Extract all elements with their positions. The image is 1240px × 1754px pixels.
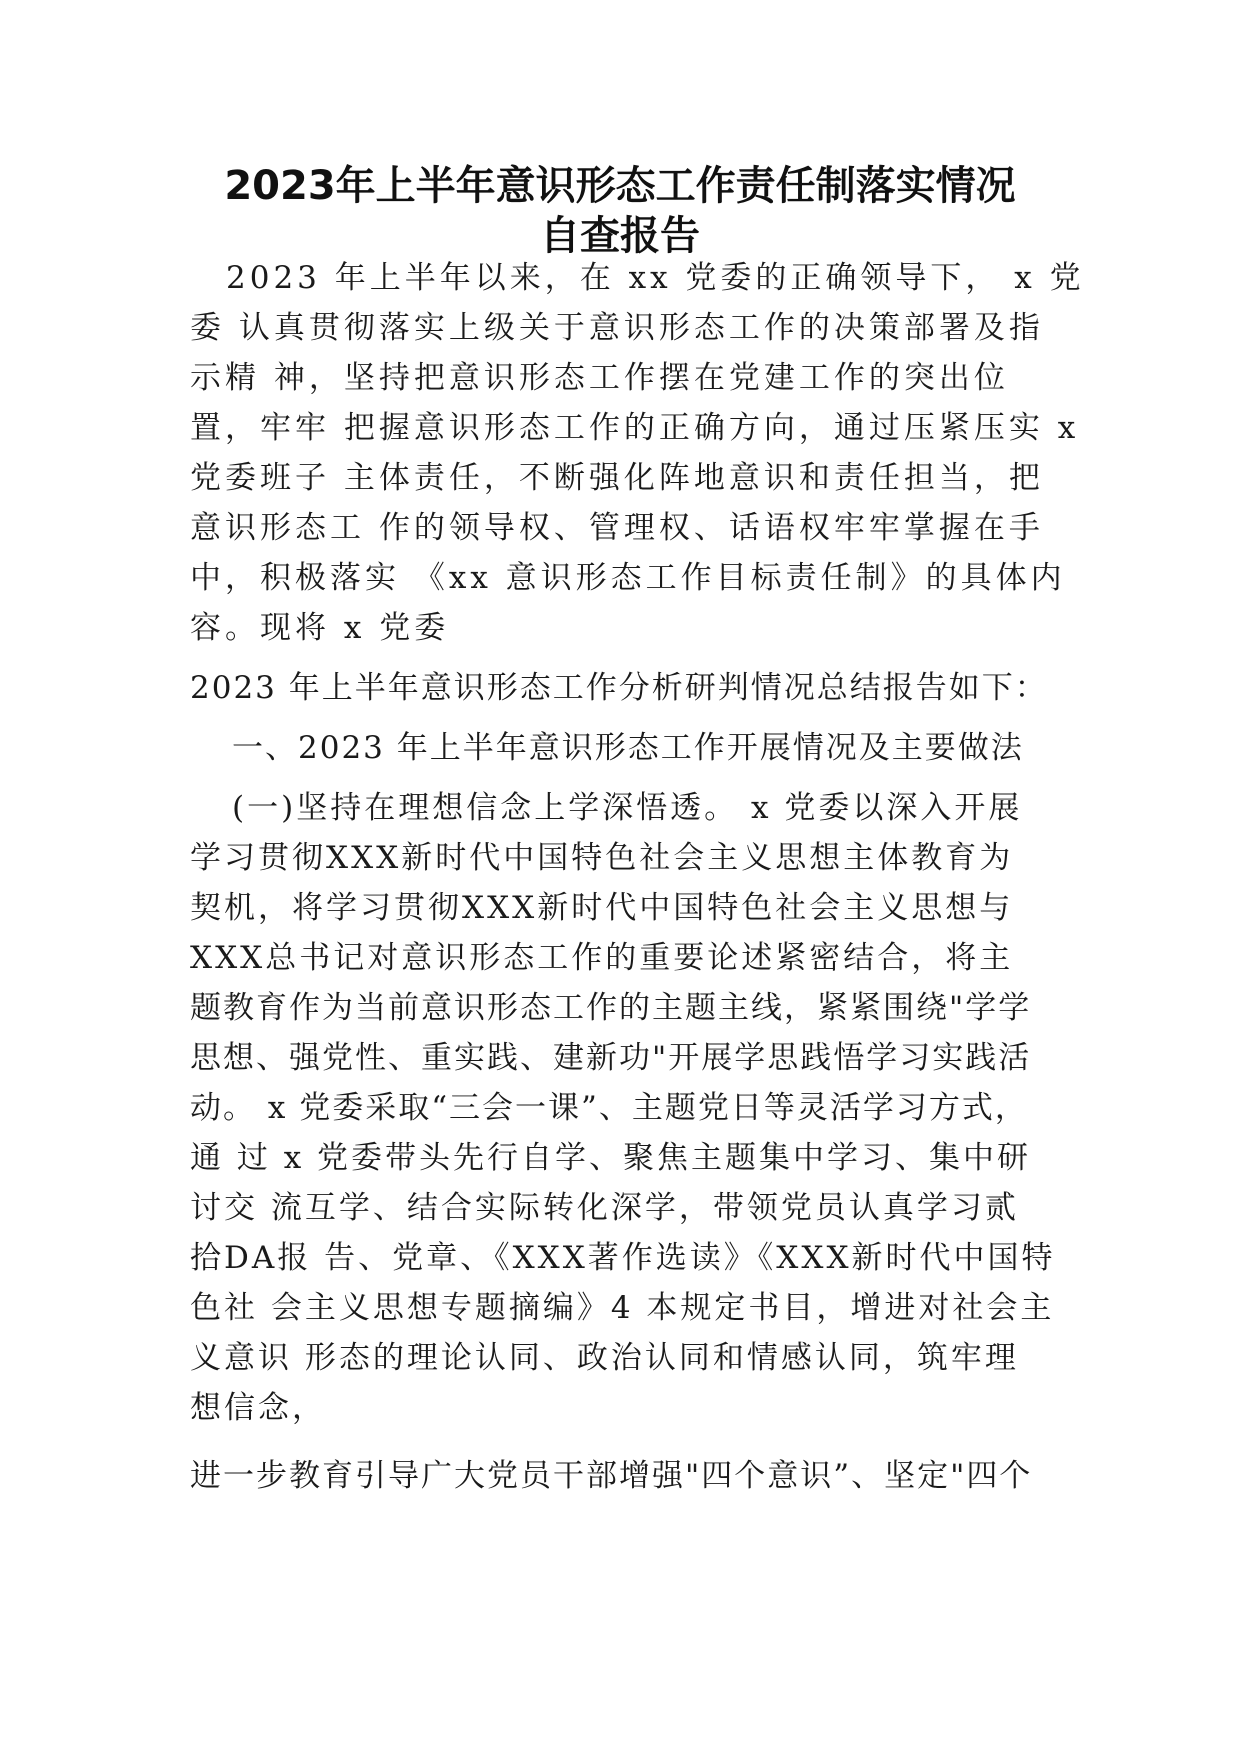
subsection-line-8: 通 过 x 党委带头先行自学、聚焦主题集中学习、集中研 xyxy=(190,1140,1032,1176)
subsection-line-10: 拾DA报 告、党章、《XXX著作选读》《XXX新时代中国特 xyxy=(190,1240,1056,1276)
subsection-line-12: 义意识 形态的理论认同、政治认同和情感认同，筑牢理 xyxy=(190,1340,1019,1376)
intro-line-6: 意识形态工 作的领导权、管理权、话语权牢牢掌握在手 xyxy=(190,510,1044,546)
subsection-line-3: 契机，将学习贯彻XXX新时代中国特色社会主义思想与 xyxy=(190,890,1014,926)
intro-line-2: 委 认真贯彻落实上级关于意识形态工作的决策部署及指 xyxy=(190,310,1044,346)
intro-line-8: 容。现将 x 党委 xyxy=(190,610,450,646)
summary-line: 2023 年上半年意识形态工作分析研判情况总结报告如下： xyxy=(190,670,1048,706)
subsection-line-6: 思想、强党性、重实践、建新功"开展学思践悟学习实践活 xyxy=(190,1040,1032,1076)
document-title-line-2: 自查报告 xyxy=(540,213,700,259)
subsection-line-13: 想信念， xyxy=(190,1390,326,1426)
section-heading: 一、2023 年上半年意识形态工作开展情况及主要做法 xyxy=(232,730,1024,766)
intro-line-1: 2023 年上半年以来，在 xx 党委的正确领导下， x 党 xyxy=(226,260,1085,296)
document-title-line-1: 2023年上半年意识形态工作责任制落实情况 xyxy=(224,163,1016,209)
subsection-line-2: 学习贯彻XXX新时代中国特色社会主义思想主体教育为 xyxy=(190,840,1014,876)
subsection-line-9: 讨交 流互学、结合实际转化深学，带领党员认真学习贰 xyxy=(190,1190,1019,1226)
subsection-line-1: (一)坚持在理想信念上学深悟透。 x 党委以深入开展 xyxy=(232,790,1023,826)
intro-line-3: 示精 神，坚持把意识形态工作摆在党建工作的突出位 xyxy=(190,360,1009,396)
intro-line-4: 置，牢牢 把握意识形态工作的正确方向，通过压紧压实 x xyxy=(190,410,1080,446)
subsection-line-5: 题教育作为当前意识形态工作的主题主线，紧紧围绕"学学 xyxy=(190,990,1032,1026)
subsection-line-7: 动。 x 党委采取“三会一课”、主题党日等灵活学习方式， xyxy=(190,1090,1028,1126)
intro-line-7: 中，积极落实 《xx 意识形态工作目标责任制》的具体内 xyxy=(190,560,1066,596)
subsection-line-11: 色社 会主义思想专题摘编》4 本规定书目，增进对社会主 xyxy=(190,1290,1055,1326)
intro-line-5: 党委班子 主体责任，不断强化阵地意识和责任担当，把 xyxy=(190,460,1044,496)
subsection-line-4: XXX总书记对意识形态工作的重要论述紧密结合，将主 xyxy=(190,940,1014,976)
continuation-line: 进一步教育引导广大党员干部增强"四个意识”、坚定"四个 xyxy=(190,1458,1033,1494)
